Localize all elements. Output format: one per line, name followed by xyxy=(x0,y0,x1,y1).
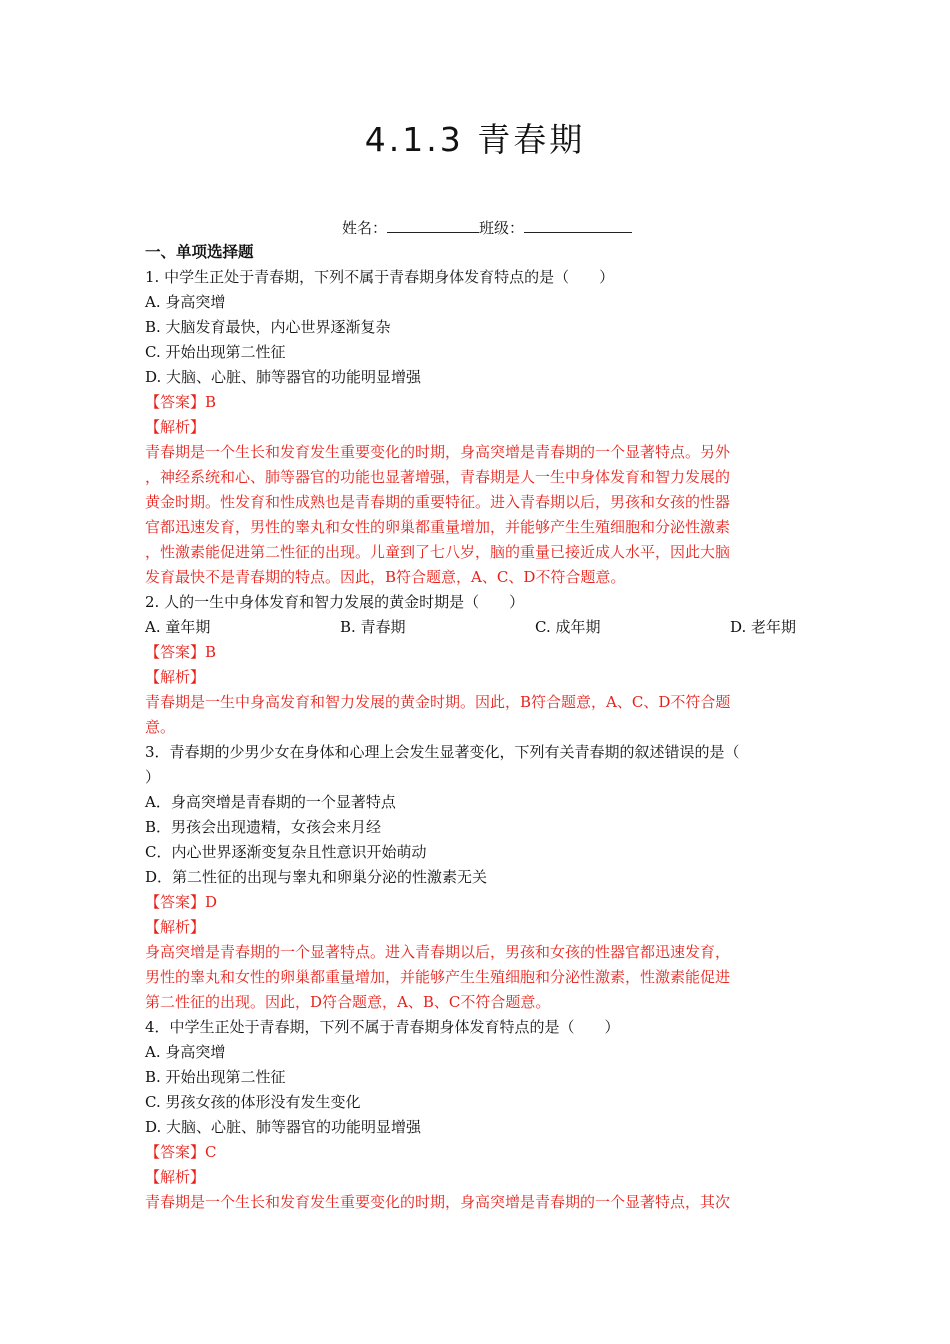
option: A．身高突增是青春期的一个显著特点 xyxy=(145,793,396,811)
answer-label: 【答案】 xyxy=(145,893,206,911)
analysis-label: 【解析】 xyxy=(145,418,206,436)
option: A. 身高突增 xyxy=(145,1043,226,1061)
name-class-line xyxy=(342,216,632,239)
option: D. 大脑、心脏、肺等器官的功能明显增强 xyxy=(145,1118,422,1136)
analysis-line: 官都迅速发育，男性的睾丸和女性的卵巢都重量增加，并能够产生生殖细胞和分泌性激素 xyxy=(145,518,731,536)
analysis-line: ，性激素能促进第二性征的出现。儿童到了七八岁，脑的重量已接近成人水平，因此大脑 xyxy=(145,543,731,561)
section-title: 一、单项选择题 xyxy=(145,243,254,261)
analysis-line: ，神经系统和心、肺等器官的功能也显著增强，青春期是人一生中身体发育和智力发展的 xyxy=(145,468,731,486)
analysis-label: 【解析】 xyxy=(145,1168,206,1186)
analysis-line: 黄金时期。性发育和性成熟也是青春期的重要特征。进入青春期以后，男孩和女孩的性器 xyxy=(145,493,731,511)
page-title: 4.1.3 青春期 xyxy=(364,120,586,159)
class-blank[interactable] xyxy=(524,216,632,233)
answer-line xyxy=(145,1140,810,1165)
answer-label: 【答案】 xyxy=(145,643,206,661)
analysis-label: 【解析】 xyxy=(145,668,206,686)
class-label: 班级： xyxy=(479,219,525,237)
answer-value: B xyxy=(205,643,217,661)
analysis-line: 男性的睾丸和女性的卵巢都重量增加，并能够产生生殖细胞和分泌性激素，性激素能促进 xyxy=(145,968,731,986)
analysis-line: 青春期是一个生长和发育发生重要变化的时期，身高突增是青春期的一个显著特点。另外 xyxy=(145,443,731,461)
option: A. 身高突增 xyxy=(145,293,226,311)
analysis-line: 发育最快不是青春期的特点。因此，B符合题意，A、C、D不符合题意。 xyxy=(145,568,626,586)
name-blank[interactable] xyxy=(387,216,479,233)
option: B．男孩会出现遗精，女孩会来月经 xyxy=(145,818,382,836)
option: A. 童年期 xyxy=(145,618,211,636)
option: D. 老年期 xyxy=(730,618,797,636)
analysis-line: 青春期是一生中身高发育和智力发展的黄金时期。因此，B符合题意，A、C、D不符合题 xyxy=(145,693,731,711)
question-stem: 1. 中学生正处于青春期，下列不属于青春期身体发育特点的是（ ） xyxy=(145,268,615,286)
question-stem: 4．中学生正处于青春期，下列不属于青春期身体发育特点的是（ ） xyxy=(145,1018,620,1036)
option: C．内心世界逐渐变复杂且性意识开始萌动 xyxy=(145,843,427,861)
option: D. 大脑、心脏、肺等器官的功能明显增强 xyxy=(145,368,422,386)
analysis-label: 【解析】 xyxy=(145,918,206,936)
answer-value: C xyxy=(205,1143,217,1161)
answer-value: B xyxy=(205,393,217,411)
analysis-line: 身高突增是青春期的一个显著特点。进入青春期以后，男孩和女孩的性器官都迅速发育， xyxy=(145,943,731,961)
option: B. 大脑发育最快，内心世界逐渐复杂 xyxy=(145,318,391,336)
option: D．第二性征的出现与睾丸和卵巢分泌的性激素无关 xyxy=(145,868,488,886)
analysis-line: 青春期是一个生长和发育发生重要变化的时期，身高突增是青春期的一个显著特点，其次 xyxy=(145,1193,731,1211)
answer-value: D xyxy=(205,893,218,911)
question-stem: 2. 人的一生中身体发育和智力发展的黄金时期是（ ） xyxy=(145,593,525,611)
answer-line xyxy=(145,640,810,665)
option: B. 青春期 xyxy=(340,618,406,636)
question-list xyxy=(145,240,810,1215)
answer-label: 【答案】 xyxy=(145,393,206,411)
option: C. 男孩女孩的体形没有发生变化 xyxy=(145,1093,361,1111)
question-stem: 3．青春期的少男少女在身体和心理上会发生显著变化，下列有关青春期的叙述错误的是（ xyxy=(145,743,740,761)
name-label: 姓名： xyxy=(342,219,388,237)
options-row xyxy=(145,615,810,640)
option: B. 开始出现第二性征 xyxy=(145,1068,286,1086)
answer-line xyxy=(145,390,810,415)
answer-label: 【答案】 xyxy=(145,1143,206,1161)
option: C. 开始出现第二性征 xyxy=(145,343,286,361)
analysis-line: 第二性征的出现。因此，D符合题意，A、B、C不符合题意。 xyxy=(145,993,551,1011)
question-stem-cont: ） xyxy=(145,768,161,786)
option: C. 成年期 xyxy=(535,618,601,636)
analysis-line: 意。 xyxy=(145,718,176,736)
answer-line xyxy=(145,890,810,915)
